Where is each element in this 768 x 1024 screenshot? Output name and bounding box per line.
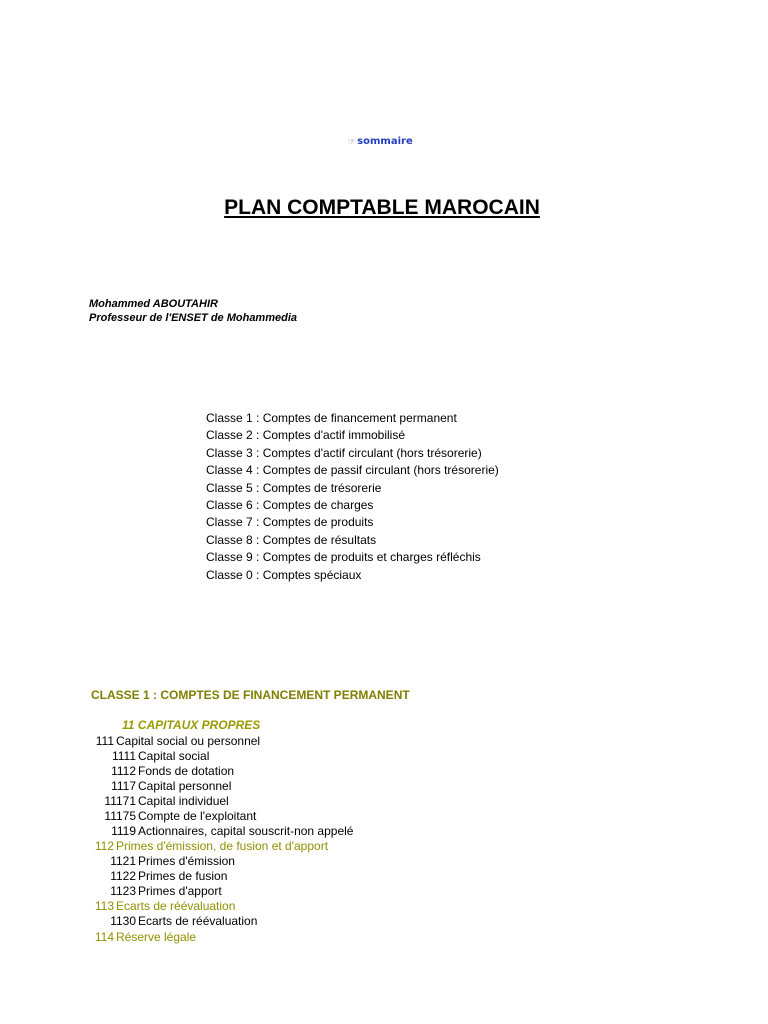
account-row bbox=[100, 854, 235, 869]
account-code: 111 bbox=[95, 734, 114, 748]
class-summary-item: Classe 6 : Comptes de charges bbox=[206, 498, 374, 513]
account-code: 11171 bbox=[104, 794, 136, 808]
account-row bbox=[78, 899, 235, 914]
account-label: Ecarts de réévaluation bbox=[116, 899, 236, 913]
classes-summary-list bbox=[206, 410, 499, 584]
account-label: Actionnaires, capital souscrit-non appelé bbox=[138, 824, 354, 838]
account-label: Capital social bbox=[138, 749, 210, 763]
account-row bbox=[78, 839, 328, 854]
account-code: 1130 bbox=[110, 914, 136, 928]
account-label: Ecarts de réévaluation bbox=[138, 914, 258, 928]
account-row bbox=[78, 734, 260, 749]
class-summary-item: Classe 1 : Comptes de financement permanent bbox=[206, 411, 457, 425]
account-code: 114 bbox=[94, 930, 114, 944]
section-heading-classe-1: CLASSE 1 : COMPTES DE FINANCEMENT PERMANENT bbox=[91, 688, 410, 702]
document-title: PLAN COMPTABLE MAROCAIN bbox=[224, 196, 540, 219]
pointing-hand-icon: ☞ bbox=[348, 137, 356, 146]
account-label: Primes d'émission, de fusion et d'apport bbox=[116, 839, 329, 853]
author-block bbox=[89, 297, 297, 325]
account-code: 1112 bbox=[111, 764, 136, 778]
class-summary-item: Classe 8 : Comptes de résultats bbox=[206, 532, 377, 547]
account-label: Réserve légale bbox=[116, 930, 197, 944]
account-row bbox=[100, 764, 234, 779]
account-label: Compte de l'exploitant bbox=[138, 809, 257, 823]
account-code: 1119 bbox=[111, 824, 136, 838]
account-label: Primes d'apport bbox=[138, 884, 222, 898]
account-row bbox=[100, 869, 227, 884]
account-label: Capital individuel bbox=[138, 794, 229, 808]
account-row bbox=[100, 884, 222, 899]
account-label: Capital social ou personnel bbox=[116, 734, 261, 748]
sommaire-label: sommaire bbox=[357, 136, 413, 147]
account-code: 1123 bbox=[110, 884, 136, 898]
author-name: Mohammed ABOUTAHIR bbox=[89, 298, 218, 310]
account-label: Fonds de dotation bbox=[138, 764, 235, 778]
account-code: 1122 bbox=[110, 869, 136, 883]
class-summary-item: Classe 3 : Comptes d'actif circulant (hors trésorerie) bbox=[206, 445, 482, 460]
account-row bbox=[100, 794, 229, 809]
account-label: Capital personnel bbox=[138, 779, 232, 793]
account-row bbox=[100, 809, 256, 824]
account-row bbox=[100, 749, 209, 764]
account-code: 113 bbox=[94, 899, 114, 913]
sub-heading-capitaux-propres: 11 CAPITAUX PROPRES bbox=[122, 718, 261, 732]
class-summary-item: Classe 4 : Comptes de passif circulant (hors trésorerie) bbox=[206, 463, 499, 478]
account-row bbox=[100, 914, 257, 929]
account-code: 1111 bbox=[111, 749, 136, 763]
account-row bbox=[100, 824, 353, 839]
class-summary-item: Classe 5 : Comptes de trésorerie bbox=[206, 480, 382, 495]
account-label: Primes de fusion bbox=[138, 869, 228, 883]
class-summary-item: Classe 7 : Comptes de produits bbox=[206, 515, 374, 530]
account-code: 1117 bbox=[111, 779, 136, 793]
account-row bbox=[100, 779, 231, 794]
account-code: 112 bbox=[94, 839, 114, 853]
author-position: Professeur de l'ENSET de Mohammedia bbox=[89, 312, 298, 324]
account-code: 11175 bbox=[104, 809, 136, 823]
account-row bbox=[78, 930, 196, 945]
class-summary-item: Classe 2 : Comptes d'actif immobilisé bbox=[206, 428, 406, 443]
class-summary-item: Classe 9 : Comptes de produits et charges réfléchis bbox=[206, 550, 481, 565]
account-code: 1121 bbox=[110, 854, 136, 868]
sommaire-link[interactable] bbox=[348, 136, 413, 147]
account-label: Primes d'émission bbox=[138, 854, 235, 868]
class-summary-item: Classe 0 : Comptes spéciaux bbox=[206, 567, 362, 582]
